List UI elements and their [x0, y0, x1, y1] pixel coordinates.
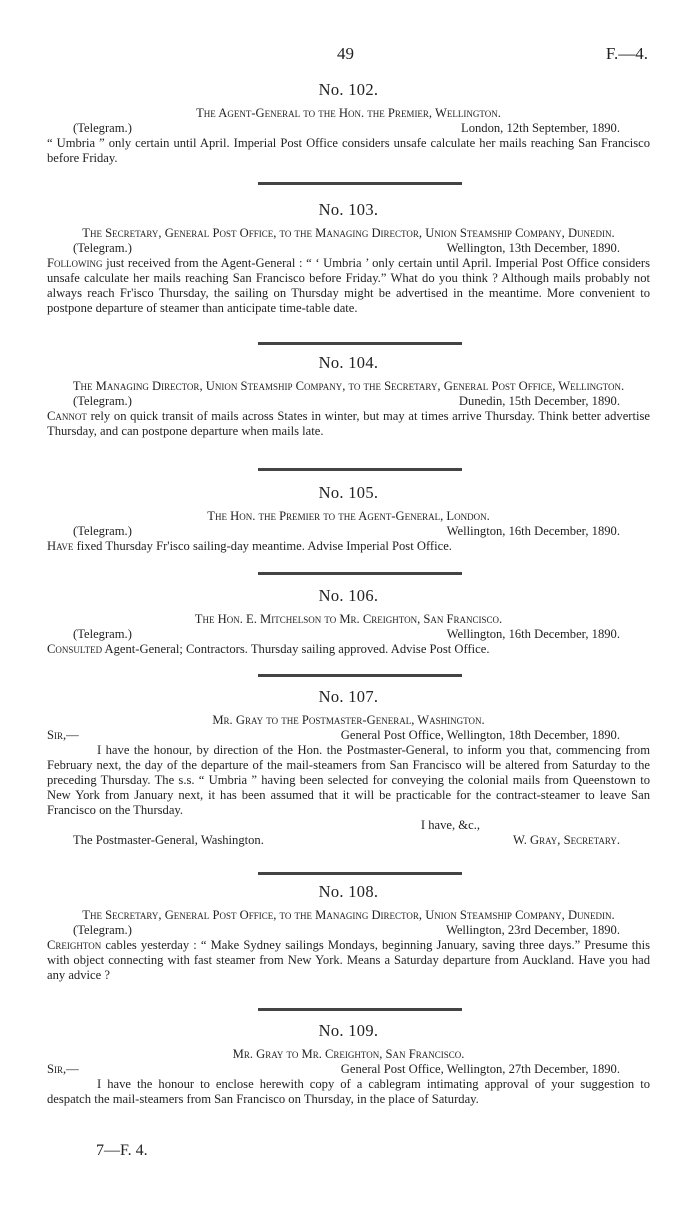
telegram-label: (Telegram.): [73, 121, 132, 135]
place-date: Wellington, 16th December, 1890.: [446, 627, 620, 641]
letter-number: No. 106.: [318, 586, 379, 605]
letter-title: The Hon. E. Mitchelson to Mr. Creighton, San Francisco.: [194, 612, 503, 626]
place-date: General Post Office, Wellington, 18th December, 1890.: [340, 728, 620, 742]
letter-number: No. 102.: [318, 80, 379, 99]
letter-body: [47, 938, 650, 983]
lead-word: Following: [47, 256, 103, 270]
salutation: Sir,—: [47, 1062, 79, 1076]
body-text: just received from the Agent-General : “ ‘ Umbria ’ only certain until April. Imperial Post Office considers unsafe calculate her mails reaching San Francisco before Friday.” What do you think ? Although mails probably not always reach Fr'isco Thursday, the sailing on Thursday might be advertised in the meantime. More convenient to postpone departure of steamer than anticipate time-table date.: [47, 256, 650, 315]
place-date: Wellington, 13th December, 1890.: [446, 241, 620, 255]
letter-number: No. 103.: [318, 200, 379, 219]
letter-body: I have the honour to enclose herewith copy of a cablegram intimating approval of your suggestion to despatch the mail-steamers from San Francisco on Thursday, in the place of Saturday.: [47, 1077, 650, 1106]
letter-106: [47, 586, 650, 657]
signature-mark: 7—F. 4.: [96, 1142, 148, 1159]
letter-102: [47, 80, 650, 166]
letter-number: No. 109.: [318, 1021, 379, 1040]
section-divider: [258, 182, 462, 185]
letter-title: The Secretary, General Post Office, to the Managing Director, Union Steamship Company, Dunedin.: [82, 908, 615, 922]
letter-number: No. 104.: [318, 353, 379, 372]
place-date: Wellington, 23rd December, 1890.: [445, 923, 620, 937]
addressee: The Postmaster-General, Washington.: [73, 833, 264, 847]
telegram-label: (Telegram.): [73, 627, 132, 641]
telegram-label: (Telegram.): [73, 524, 132, 538]
dateline: [47, 728, 650, 743]
page-number: 49: [337, 44, 354, 63]
letter-104: [47, 353, 650, 439]
salutation: Sir,—: [47, 728, 79, 742]
letter-title: The Secretary, General Post Office, to the Managing Director, Union Steamship Company, Dunedin.: [82, 226, 615, 240]
body-text: Agent-General; Contractors. Thursday sailing approved. Advise Post Office.: [102, 642, 490, 656]
letter-number: No. 107.: [318, 687, 379, 706]
dateline: [47, 1062, 650, 1077]
letter-body: [47, 642, 650, 657]
letter-title: The Managing Director, Union Steamship Company, to the Secretary, General Post Office, Wellington.: [72, 379, 625, 393]
letter-108: [47, 882, 650, 983]
body-text: fixed Thursday Fr'isco sailing-day meantime. Advise Imperial Post Office.: [73, 539, 452, 553]
place-date: London, 12th September, 1890.: [461, 121, 620, 135]
place-date: Wellington, 16th December, 1890.: [446, 524, 620, 538]
section-divider: [258, 342, 462, 345]
telegram-label: (Telegram.): [73, 923, 132, 937]
dateline: [47, 394, 650, 409]
section-divider: [258, 674, 462, 677]
section-divider: [258, 468, 462, 471]
letter-105: [47, 483, 650, 554]
place-date: General Post Office, Wellington, 27th December, 1890.: [340, 1062, 620, 1076]
telegram-label: (Telegram.): [73, 394, 132, 408]
letter-body: I have the honour, by direction of the Hon. the Postmaster-General, to inform you that, commencing from February next, the day of the departure of the mail-steamers from San Francisco will be altered from Saturday to the preceding Thursday. The s.s. “ Umbria ” having been selected for conveying the colonial mails from Queenstown to New York from January next, it has been assumed that it will be practicable for the contract-steamer to leave San Francisco on the Thursday.: [47, 743, 650, 817]
letter-109: [47, 1021, 650, 1107]
place-date: Dunedin, 15th December, 1890.: [458, 394, 620, 408]
letter-107: [47, 687, 650, 848]
closing: I have, &c.,: [420, 818, 480, 832]
lead-word: Consulted: [47, 642, 103, 656]
body-text: rely on quick transit of mails across States in winter, but may at times arrive Thursday. Think better advertise Thursday, and can postpone departure when mails late.: [47, 409, 650, 438]
document-reference: F.—4.: [605, 44, 648, 63]
letter-body: [47, 409, 650, 439]
lead-word: Cannot: [47, 409, 87, 423]
dateline: [47, 627, 650, 642]
letter-number: No. 105.: [318, 483, 379, 502]
page-header: [0, 44, 700, 70]
letter-title: Mr. Gray to the Postmaster-General, Washington.: [212, 713, 485, 727]
letter-title: Mr. Gray to Mr. Creighton, San Francisco.: [232, 1047, 465, 1061]
telegram-label: (Telegram.): [73, 241, 132, 255]
section-divider: [258, 572, 462, 575]
dateline: [47, 923, 650, 938]
signature-line: [47, 833, 650, 848]
lead-word: Have: [47, 539, 74, 553]
signature: W. Gray, Secretary.: [512, 833, 620, 847]
letter-103: [47, 200, 650, 316]
letter-body: [47, 256, 650, 316]
dateline: [47, 241, 650, 256]
body-text: cables yesterday : “ Make Sydney sailings Mondays, beginning January, saving three days.” Presume this with object connecting with fast steamer from New York. Means a Saturday departure from Auckland. Have you had any advice ?: [47, 938, 650, 982]
lead-word: Creighton: [47, 938, 102, 952]
section-divider: [258, 1008, 462, 1011]
letter-title: The Agent-General to the Hon. the Premier, Wellington.: [196, 106, 501, 120]
closing-line: [47, 818, 650, 833]
dateline: [47, 121, 650, 136]
letter-body: “ Umbria ” only certain until April. Imperial Post Office considers unsafe calculate her mails reaching San Francisco before Friday.: [47, 136, 650, 165]
letter-number: No. 108.: [318, 882, 379, 901]
section-divider: [258, 872, 462, 875]
letter-body: [47, 539, 650, 554]
letter-title: The Hon. the Premier to the Agent-General, London.: [207, 509, 490, 523]
dateline: [47, 524, 650, 539]
